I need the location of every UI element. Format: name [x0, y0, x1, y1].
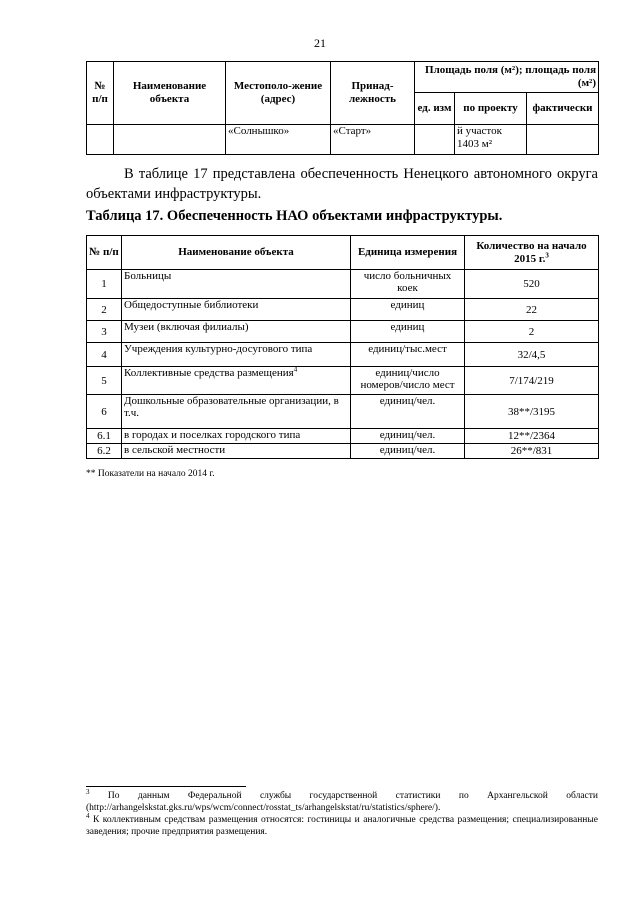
row-unit: единиц/чел. [351, 395, 465, 429]
footnote-4 [86, 811, 598, 838]
header-project: по проекту [455, 93, 527, 125]
table-row [87, 444, 599, 459]
row-num: 4 [87, 343, 122, 367]
row-unit: единиц [351, 299, 465, 321]
table-row [87, 367, 599, 395]
row-name-text: в городах и поселках городского типа [124, 429, 301, 441]
row-qty: 26**/831 [465, 444, 599, 459]
header-name: Наименование объекта [114, 62, 226, 125]
header-owner: Принад-лежность [331, 62, 415, 125]
row-name [122, 299, 351, 321]
row-unit: единиц/чел. [351, 444, 465, 459]
row-num: 6 [87, 395, 122, 429]
row-qty: 22 [465, 299, 599, 321]
row-name-text: Дошкольные образовательные организации, в т.ч. [124, 395, 339, 419]
cell-project-line1: й участок [457, 125, 502, 137]
table-row [87, 321, 599, 343]
row-unit: единиц/тыс.мест [351, 343, 465, 367]
cell-unit [415, 125, 455, 155]
header-name: Наименование объекта [122, 236, 351, 270]
row-name-text: Больницы [124, 270, 172, 282]
table-row [87, 299, 599, 321]
table-row [87, 429, 599, 444]
header-qty-text: Количество на начало 2015 г. [476, 239, 587, 265]
row-qty: 7/174/219 [465, 367, 599, 395]
header-actual: фактически [527, 93, 599, 125]
row-num: 6.2 [87, 444, 122, 459]
footnote-3 [86, 787, 598, 814]
cell-project-line2: 1403 м² [457, 138, 493, 150]
cell-actual [527, 125, 599, 155]
row-unit: единиц/чел. [351, 429, 465, 444]
row-num: 5 [87, 367, 122, 395]
footnote-marker: 3 [86, 787, 90, 796]
cell-location: «Солнышко» [226, 125, 331, 155]
row-name [122, 343, 351, 367]
row-name [122, 367, 351, 395]
footnote-ref-3: 3 [545, 250, 549, 259]
row-name-text: Общедоступные библиотеки [124, 299, 259, 311]
table-title: Таблица 17. Обеспеченность НАО объектами инфраструктуры. [86, 208, 503, 224]
row-name [122, 270, 351, 299]
header-location: Местополо-жение (адрес) [226, 62, 331, 125]
row-qty: 38**/3195 [465, 395, 599, 429]
table-row [87, 395, 599, 429]
row-unit: единиц/число номеров/число мест [351, 367, 465, 395]
row-unit: единиц [351, 321, 465, 343]
row-num: 1 [87, 270, 122, 299]
row-qty: 520 [465, 270, 599, 299]
row-name-text: Музеи (включая филиалы) [124, 321, 249, 333]
infrastructure-table [86, 235, 599, 459]
row-qty: 2 [465, 321, 599, 343]
footnote-text: По данным Федеральной службы государственной статистики по Архангельской области (http://arhangelskstat.gks.ru/wps/wcm/connect/rosstat_ts/arhangelskstat/ru/statistics/sphere/). [86, 791, 598, 813]
cell-name [114, 125, 226, 155]
intro-paragraph: В таблице 17 представлена обеспеченность Ненецкого автономного округа объектами инфраструктуры. [86, 166, 598, 202]
row-name-text: в сельской местности [124, 444, 226, 456]
footnote-ref-4: 4 [293, 365, 298, 374]
footnote-marker: 4 [86, 811, 90, 820]
row-unit: число больничных коек [351, 270, 465, 299]
header-area-group: Площадь поля (м²); площадь поля (м²) [415, 62, 599, 93]
footnote-text: К коллективным средствам размещения относятся: гостиницы и аналогичные средства размещения; специализированные заведения; прочие предприятия размещения. [86, 815, 598, 837]
page-number: 21 [314, 36, 326, 50]
row-num: 3 [87, 321, 122, 343]
header-num: № п/п [87, 236, 122, 270]
header-unit: ед. изм [415, 93, 455, 125]
header-unit: Единица измерения [351, 236, 465, 270]
row-name [122, 321, 351, 343]
row-name-text: Учреждения культурно-досугового типа [124, 343, 313, 355]
table-row [87, 270, 599, 299]
row-qty: 12**/2364 [465, 429, 599, 444]
row-name [122, 429, 351, 444]
row-name [122, 395, 351, 429]
row-name-text: Коллективные средства размещения [124, 367, 294, 379]
row-qty: 32/4,5 [465, 343, 599, 367]
footnotes [86, 787, 598, 838]
cell-owner: «Старт» [331, 125, 415, 155]
cell-project [455, 125, 527, 155]
header-num: № п/п [87, 62, 114, 125]
header-qty [465, 236, 599, 270]
previous-table [86, 61, 599, 155]
row-num: 6.1 [87, 429, 122, 444]
footnote-divider [86, 786, 246, 787]
row-num: 2 [87, 299, 122, 321]
table-row [87, 343, 599, 367]
row-name [122, 444, 351, 459]
cell-num [87, 125, 114, 155]
table-note: ** Показатели на начало 2014 г. [86, 469, 215, 479]
